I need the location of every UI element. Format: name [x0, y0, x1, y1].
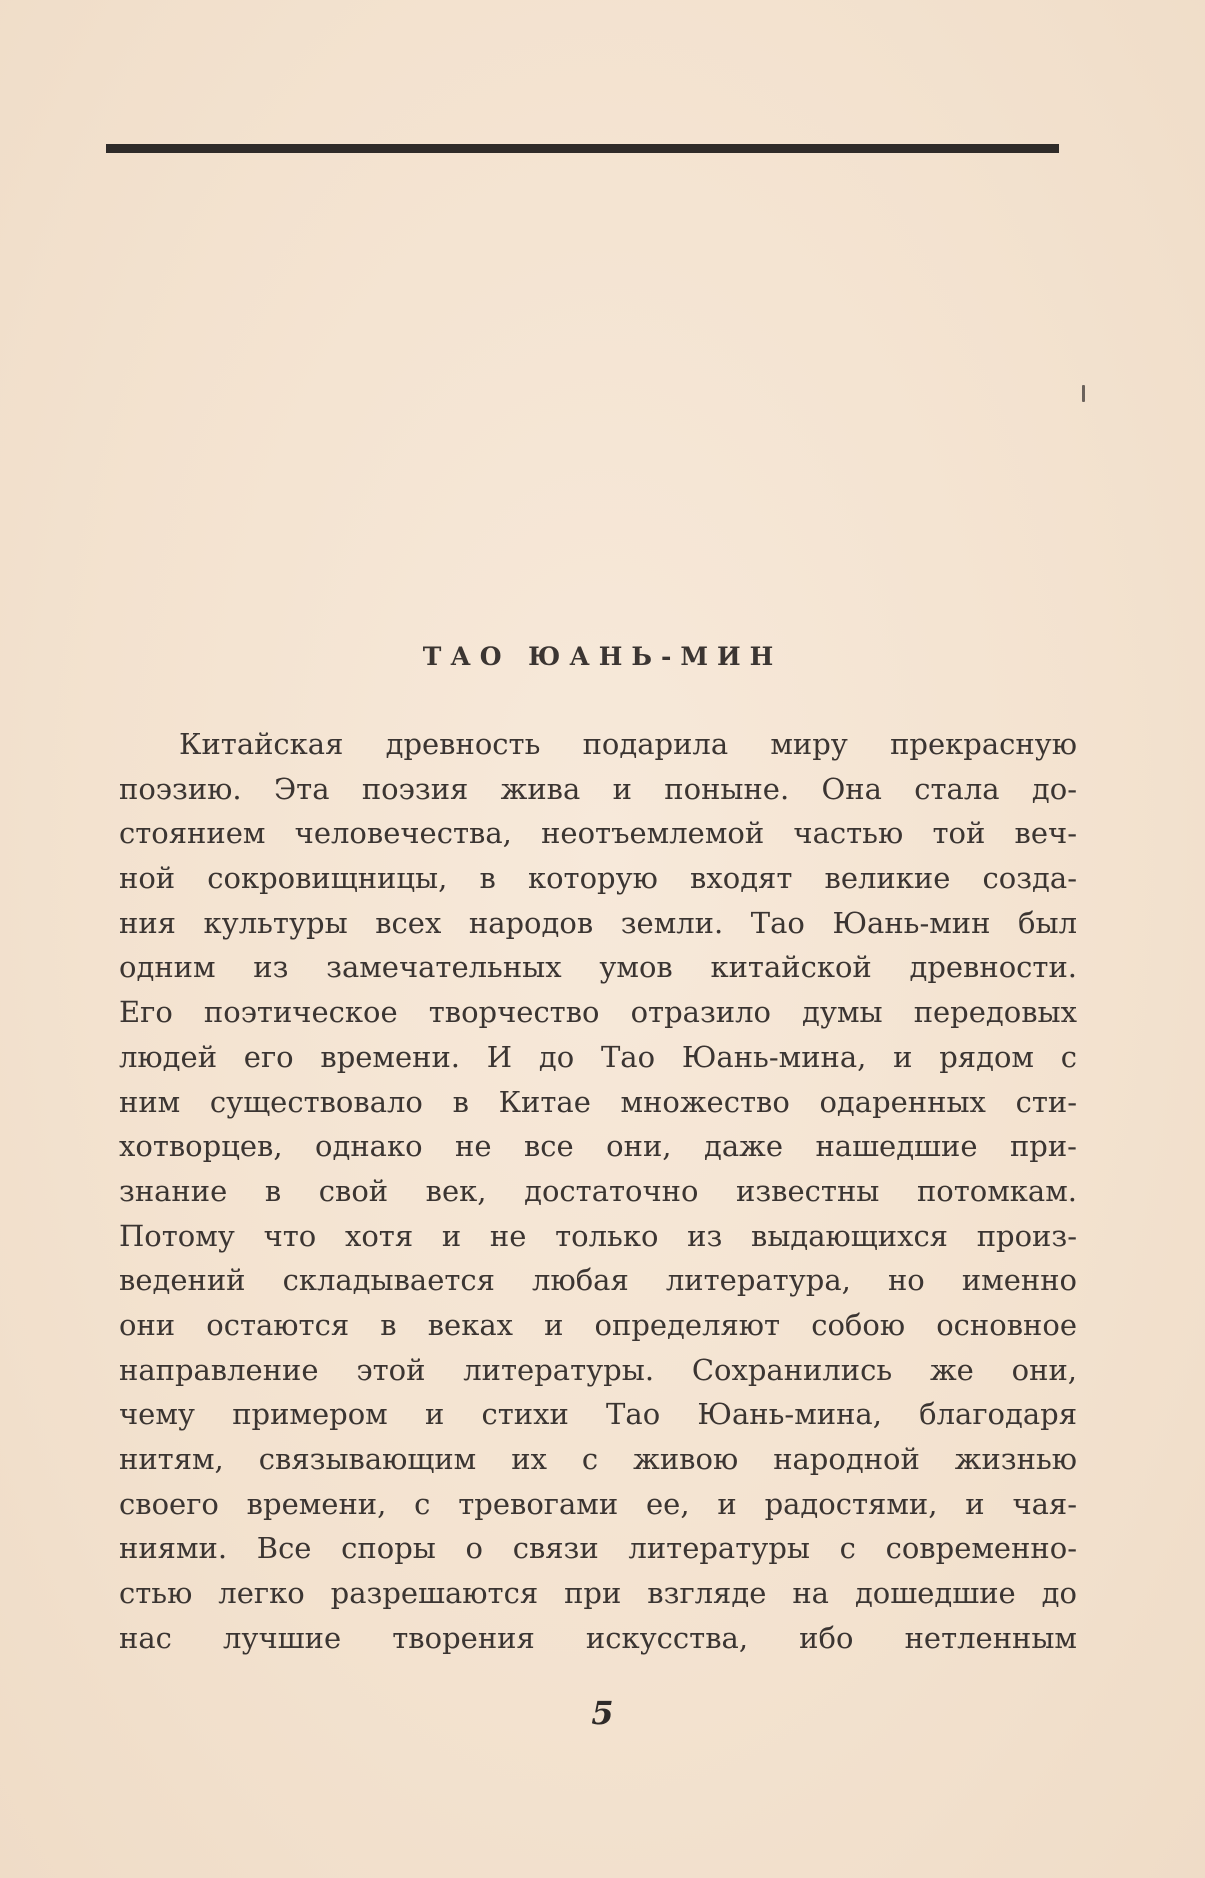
text-line: Китайская древность подарила миру прекрасную [179, 727, 1077, 761]
text-line: одним из замечательных умов китайской древности. [119, 950, 1077, 985]
text-line: нитям, связывающим их с живою народной жизнью [119, 1442, 1077, 1476]
text-line: ной сокровищницы, в которую входят великие созда- [119, 861, 1077, 896]
text-line: знание в свой век, достаточно известны потомкам. [119, 1173, 1077, 1208]
page-number: 5 [591, 1694, 614, 1732]
text-line: людей его времени. И до Тао Юань-мина, и рядом с [119, 1039, 1077, 1074]
body-text [119, 722, 1077, 1660]
text-line: нас лучшие творения искусства, ибо нетленным [119, 1620, 1077, 1655]
text-line: ведений складывается любая литература, но именно [119, 1263, 1077, 1298]
text-line: ним существовало в Китае множество одаренных сти- [119, 1084, 1077, 1119]
text-line: Его поэтическое творчество отразило думы передовых [119, 995, 1077, 1030]
text-line: Потому что хотя и не только из выдающихся произ- [119, 1218, 1077, 1253]
chapter-title: ТАО ЮАНЬ-МИН [422, 642, 783, 671]
paper-speck [1082, 385, 1085, 402]
text-line: чему примером и стихи Тао Юань-мина, благодаря [119, 1397, 1077, 1432]
text-line: ниями. Все споры о связи литературы с современно- [119, 1531, 1077, 1566]
text-line: они остаются в веках и определяют собою основное [119, 1307, 1077, 1342]
top-horizontal-rule [106, 144, 1059, 153]
text-line: ния культуры всех народов земли. Тао Юань-мин был [119, 905, 1077, 940]
text-line: направление этой литературы. Сохранились же они, [119, 1352, 1077, 1387]
text-line: хотворцев, однако не все они, даже нашедшие при- [119, 1129, 1077, 1164]
text-line: своего времени, с тревогами ее, и радостями, и чая- [119, 1486, 1077, 1521]
text-line: стоянием человечества, неотъемлемой частью той веч- [119, 816, 1077, 851]
text-line: стью легко разрешаются при взгляде на дошедшие до [119, 1576, 1077, 1611]
text-line: поэзию. Эта поэзия жива и поныне. Она стала до- [119, 771, 1077, 806]
